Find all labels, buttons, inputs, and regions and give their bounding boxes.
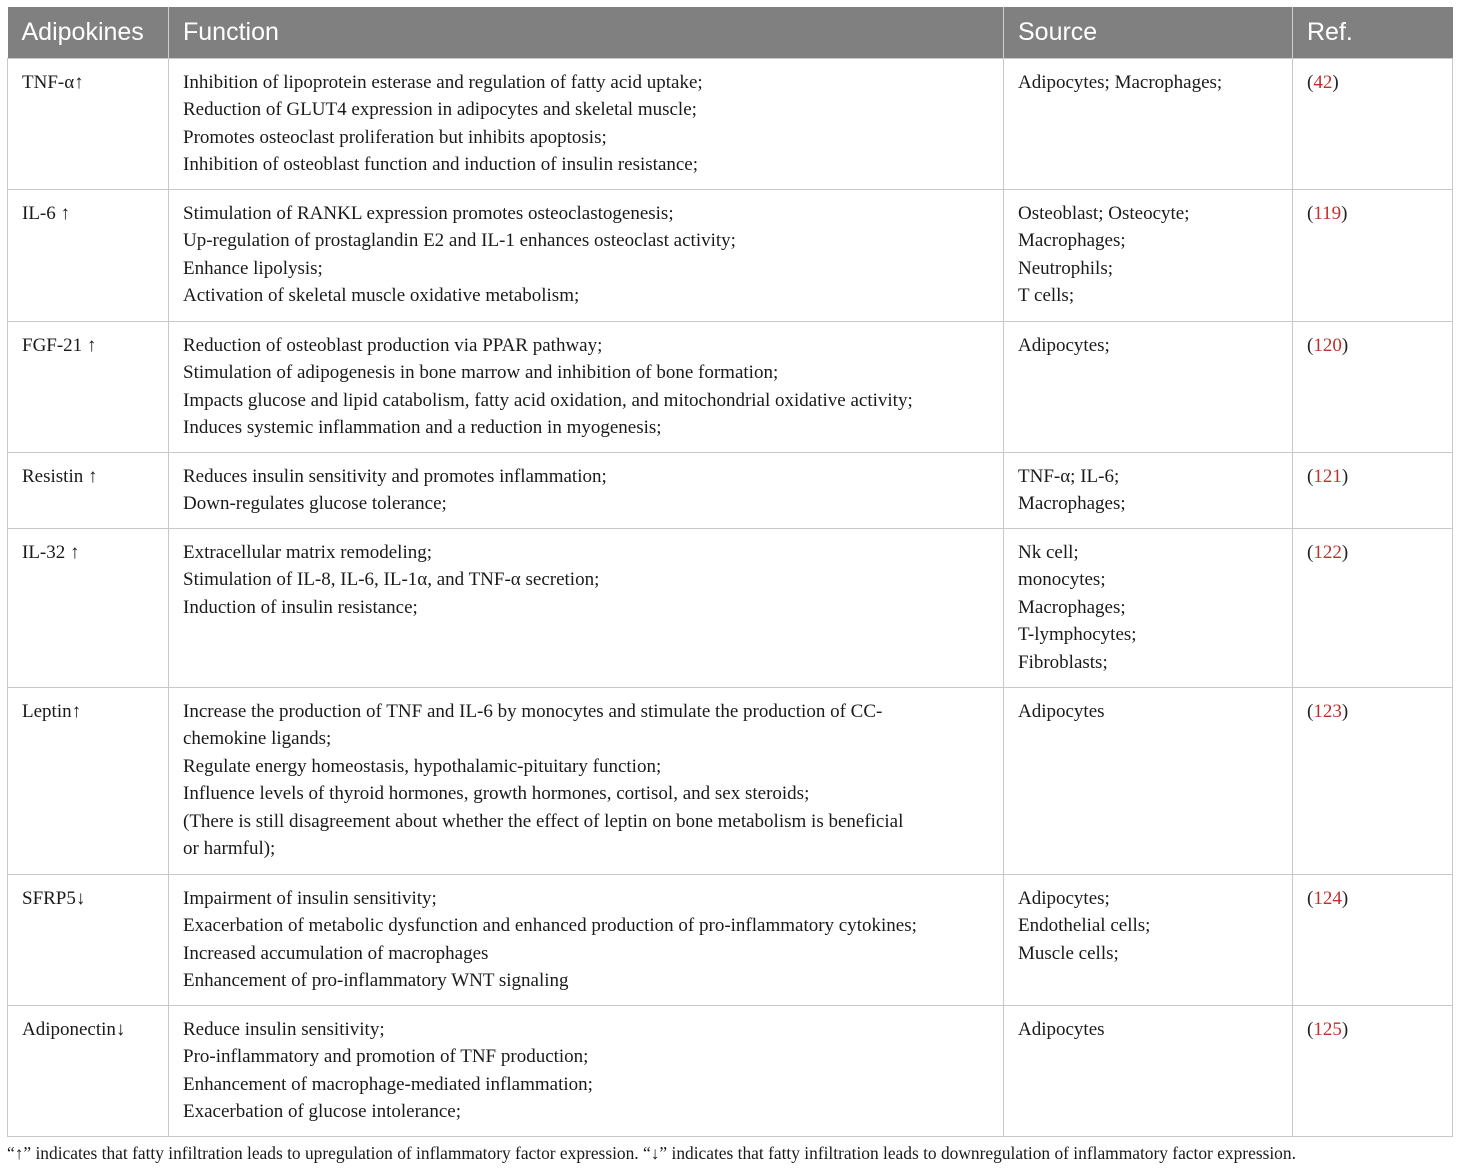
function-cell bbox=[169, 58, 1004, 189]
source-line: Fibroblasts; bbox=[1018, 651, 1108, 673]
ref-cell: (125) bbox=[1293, 1005, 1453, 1136]
source-line: Macrophages; bbox=[1018, 230, 1126, 252]
source-line: Adipocytes; bbox=[1018, 334, 1110, 356]
function-line: Induces systemic inflammation and a reduction in myogenesis; bbox=[183, 417, 662, 439]
function-cell bbox=[169, 321, 1004, 452]
adipokine-cell: Leptin↑ bbox=[8, 687, 169, 874]
ref-cell: (124) bbox=[1293, 874, 1453, 1005]
ref-cell: (119) bbox=[1293, 189, 1453, 321]
source-line: Adipocytes bbox=[1018, 1018, 1105, 1040]
function-line: Stimulation of RANKL expression promotes osteoclastogenesis; bbox=[183, 202, 674, 224]
header-source: Source bbox=[1004, 7, 1293, 58]
function-line: Reduce insulin sensitivity; bbox=[183, 1018, 385, 1040]
reference-link[interactable]: 122 bbox=[1313, 541, 1342, 563]
reference-link[interactable]: 123 bbox=[1313, 700, 1342, 722]
function-line: Exacerbation of glucose intolerance; bbox=[183, 1101, 462, 1123]
function-line: Up-regulation of prostaglandin E2 and IL-1 enhances osteoclast activity; bbox=[183, 230, 736, 252]
source-cell bbox=[1004, 1005, 1293, 1136]
function-line: Enhance lipolysis; bbox=[183, 257, 323, 279]
table-row bbox=[8, 874, 1453, 1005]
adipokine-cell: IL-6 ↑ bbox=[8, 189, 169, 321]
table-row bbox=[8, 1005, 1453, 1136]
function-line: Enhancement of pro-inflammatory WNT signaling bbox=[183, 970, 569, 992]
function-line: Activation of skeletal muscle oxidative metabolism; bbox=[183, 285, 580, 307]
table-footnote: “↑” indicates that fatty infiltration leads to upregulation of inflammatory factor expression. “↓” indicates that fatty infiltration leads to downregulation of inflammatory factor expression. bbox=[7, 1143, 1296, 1163]
function-cell bbox=[169, 189, 1004, 321]
function-line: Impacts glucose and lipid catabolism, fatty acid oxidation, and mitochondrial oxidative activity; bbox=[183, 389, 913, 411]
reference-link[interactable]: 121 bbox=[1313, 465, 1342, 487]
source-cell bbox=[1004, 321, 1293, 452]
source-line: Adipocytes; Macrophages; bbox=[1018, 71, 1223, 93]
source-line: TNF-α; IL-6; bbox=[1018, 465, 1120, 487]
source-line: Nk cell; bbox=[1018, 541, 1079, 563]
adipokine-cell: Resistin ↑ bbox=[8, 452, 169, 528]
source-line: Neutrophils; bbox=[1018, 257, 1113, 279]
adipokine-cell: FGF-21 ↑ bbox=[8, 321, 169, 452]
adipokines-table bbox=[7, 7, 1453, 1137]
source-cell bbox=[1004, 189, 1293, 321]
function-line: Down-regulates glucose tolerance; bbox=[183, 493, 447, 515]
table-header-row bbox=[8, 7, 1453, 58]
function-line: Impairment of insulin sensitivity; bbox=[183, 887, 437, 909]
function-line: Exacerbation of metabolic dysfunction and enhanced production of pro-inflammatory cytokines; bbox=[183, 915, 917, 937]
table-row bbox=[8, 687, 1453, 874]
function-line: (There is still disagreement about whether the effect of leptin on bone metabolism is beneficial bbox=[183, 810, 904, 832]
function-line: Enhancement of macrophage-mediated inflammation; bbox=[183, 1073, 593, 1095]
reference-link[interactable]: 42 bbox=[1313, 71, 1333, 93]
function-cell bbox=[169, 528, 1004, 687]
function-line: Induction of insulin resistance; bbox=[183, 596, 418, 618]
source-line: T-lymphocytes; bbox=[1018, 624, 1137, 646]
ref-cell: (42) bbox=[1293, 58, 1453, 189]
ref-cell: (122) bbox=[1293, 528, 1453, 687]
source-line: Osteoblast; Osteocyte; bbox=[1018, 202, 1190, 224]
function-line: Reduces insulin sensitivity and promotes inflammation; bbox=[183, 465, 607, 487]
source-line: Adipocytes; bbox=[1018, 887, 1110, 909]
source-line: Endothelial cells; bbox=[1018, 915, 1151, 937]
header-ref: Ref. bbox=[1293, 7, 1453, 58]
function-cell bbox=[169, 1005, 1004, 1136]
source-line: monocytes; bbox=[1018, 569, 1106, 591]
function-cell bbox=[169, 687, 1004, 874]
function-line: chemokine ligands; bbox=[183, 728, 332, 750]
table-row bbox=[8, 321, 1453, 452]
function-line: Stimulation of adipogenesis in bone marrow and inhibition of bone formation; bbox=[183, 362, 779, 384]
function-line: Pro-inflammatory and promotion of TNF production; bbox=[183, 1046, 589, 1068]
function-line: Reduction of GLUT4 expression in adipocytes and skeletal muscle; bbox=[183, 99, 697, 121]
ref-cell: (120) bbox=[1293, 321, 1453, 452]
adipokine-cell: TNF-α↑ bbox=[8, 58, 169, 189]
ref-cell: (123) bbox=[1293, 687, 1453, 874]
reference-link[interactable]: 119 bbox=[1313, 202, 1342, 224]
table-row bbox=[8, 58, 1453, 189]
table-row bbox=[8, 452, 1453, 528]
function-line: or harmful); bbox=[183, 838, 276, 860]
header-function: Function bbox=[169, 7, 1004, 58]
function-line: Stimulation of IL-8, IL-6, IL-1α, and TNF-α secretion; bbox=[183, 569, 600, 591]
function-cell bbox=[169, 452, 1004, 528]
adipokines-table-container bbox=[7, 7, 1452, 1137]
reference-link[interactable]: 120 bbox=[1313, 334, 1342, 356]
function-cell bbox=[169, 874, 1004, 1005]
source-line: Adipocytes bbox=[1018, 700, 1105, 722]
function-line: Increased accumulation of macrophages bbox=[183, 942, 489, 964]
function-line: Inhibition of osteoblast function and induction of insulin resistance; bbox=[183, 154, 699, 176]
source-line: Macrophages; bbox=[1018, 596, 1126, 618]
source-line: T cells; bbox=[1018, 285, 1075, 307]
reference-link[interactable]: 124 bbox=[1313, 887, 1342, 909]
function-line: Increase the production of TNF and IL-6 by monocytes and stimulate the production of CC- bbox=[183, 700, 883, 722]
source-cell bbox=[1004, 58, 1293, 189]
table-body bbox=[8, 58, 1453, 1136]
adipokine-cell: Adiponectin↓ bbox=[8, 1005, 169, 1136]
function-line: Influence levels of thyroid hormones, growth hormones, cortisol, and sex steroids; bbox=[183, 783, 810, 805]
source-cell bbox=[1004, 687, 1293, 874]
function-line: Extracellular matrix remodeling; bbox=[183, 541, 433, 563]
reference-link[interactable]: 125 bbox=[1313, 1018, 1342, 1040]
adipokine-cell: IL-32 ↑ bbox=[8, 528, 169, 687]
header-adipokines: Adipokines bbox=[8, 7, 169, 58]
table-row bbox=[8, 528, 1453, 687]
function-line: Promotes osteoclast proliferation but inhibits apoptosis; bbox=[183, 126, 607, 148]
source-cell bbox=[1004, 874, 1293, 1005]
source-line: Muscle cells; bbox=[1018, 942, 1119, 964]
function-line: Inhibition of lipoprotein esterase and regulation of fatty acid uptake; bbox=[183, 71, 703, 93]
source-line: Macrophages; bbox=[1018, 493, 1126, 515]
source-cell bbox=[1004, 528, 1293, 687]
ref-cell: (121) bbox=[1293, 452, 1453, 528]
table-row bbox=[8, 189, 1453, 321]
function-line: Reduction of osteoblast production via PPAR pathway; bbox=[183, 334, 603, 356]
adipokine-cell: SFRP5↓ bbox=[8, 874, 169, 1005]
source-cell bbox=[1004, 452, 1293, 528]
function-line: Regulate energy homeostasis, hypothalamic-pituitary function; bbox=[183, 755, 662, 777]
